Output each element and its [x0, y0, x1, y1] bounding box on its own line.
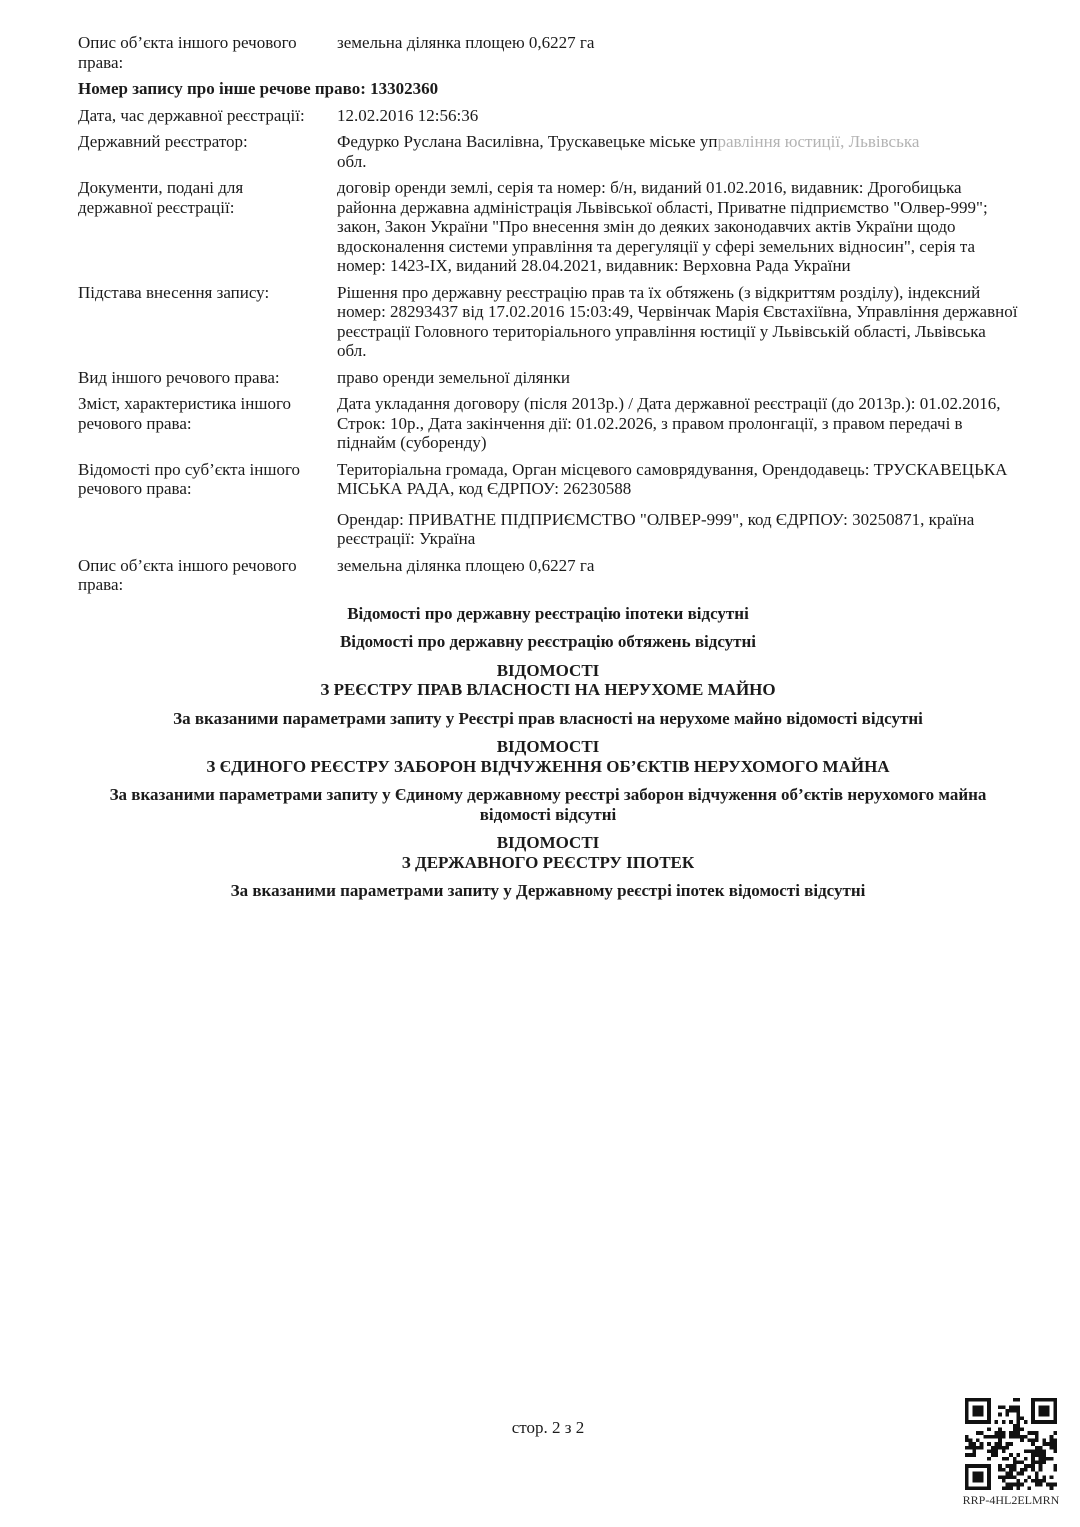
- field-label-description-2: [78, 556, 337, 595]
- section-header-line: ВІДОМОСТІ: [496, 737, 600, 756]
- section-header-line: ВІДОМОСТІ: [496, 833, 600, 852]
- registrar-text: Федурко Руслана Василівна, Трускавецьке міське уп: [337, 132, 718, 151]
- field-row-documents: [78, 178, 1018, 276]
- qr-label: RRP-4HL2ELMRN: [962, 1493, 1060, 1507]
- section-header-line: ВІДОМОСТІ: [496, 660, 600, 680]
- field-row-basis: [78, 283, 1018, 361]
- section-header-ownership-registry: [78, 661, 1018, 700]
- field-label-line: Документи, подані для: [78, 178, 244, 197]
- field-label-line: Опис об’єкта іншого речового: [78, 555, 297, 575]
- field-label-line: державної реєстрації:: [78, 197, 235, 217]
- prohibitions-registry-note: За вказаними параметрами запиту у Єдиному державному реєстрі заборон відчуження об’єктів нерухомого майна відомості відсутні: [109, 785, 987, 824]
- section-header-line: З ЄДИНОГО РЕЄСТРУ ЗАБОРОН ВІДЧУЖЕННЯ ОБ’ЄКТІВ НЕРУХОМОГО МАЙНА: [206, 756, 890, 776]
- field-value-registration-date: 12.02.2016 12:56:36: [337, 105, 479, 125]
- mortgage-absent-note: Відомості про державну реєстрацію іпотеки відсутні: [347, 603, 749, 623]
- document-content: [78, 33, 1018, 901]
- registrar-muted-text: равління юстиції, Львівська: [717, 132, 920, 151]
- encumbrance-absent-note: Відомості про державну реєстрацію обтяжень відсутні: [339, 632, 757, 651]
- registrar-text-tail: обл.: [337, 151, 367, 171]
- field-value-description: земельна ділянка площею 0,6227 га: [337, 33, 595, 52]
- subject-lessee-paragraph: Орендар: ПРИВАТНЕ ПІДПРИЄМСТВО "ОЛВЕР-999", код ЄДРПОУ: 30250871, країна реєстрації: Україна: [337, 509, 975, 548]
- field-label-registrar: Державний реєстратор:: [78, 132, 248, 151]
- section-header-line: З ДЕРЖАВНОГО РЕЄСТРУ ІПОТЕК: [401, 852, 695, 872]
- field-label-line: речового права:: [78, 479, 192, 498]
- mortgage-registry-note: За вказаними параметрами запиту у Державному реєстрі іпотек відомості відсутні: [230, 881, 866, 900]
- field-label-basis: Підстава внесення запису:: [78, 282, 270, 302]
- field-row-description: [78, 33, 1018, 72]
- field-label-line: речового права:: [78, 413, 192, 433]
- field-label-line: права:: [78, 575, 124, 594]
- field-label-documents: [78, 178, 337, 276]
- field-label-right-kind: Вид іншого речового права:: [78, 367, 280, 387]
- field-label-line: права:: [78, 52, 124, 72]
- section-header-mortgage-registry: [78, 833, 1018, 872]
- qr-block: [953, 1398, 1069, 1507]
- field-value-basis: Рішення про державну реєстрацію прав та їх обтяжень (з відкриттям розділу), індексний номер: 28293437 від 17.02.2016 15:03:49, Червінчак Марія Євстахіївна, Управління державної реєстрації Головного територіального управління юстиції у Львівській області, Львівська обл.: [337, 282, 1018, 360]
- field-row-registrar: [78, 132, 1018, 171]
- qr-code-icon: [965, 1398, 1057, 1490]
- field-value-right-kind: право оренди земельної ділянки: [337, 367, 570, 387]
- ownership-registry-note: За вказаними параметрами запиту у Реєстрі прав власності на нерухоме майно відомості відсутні: [173, 708, 923, 728]
- field-value-registrar: [337, 132, 1018, 171]
- field-label-registration-date: Дата, час державної реєстрації:: [78, 105, 305, 125]
- field-row-right-kind: [78, 368, 1018, 388]
- field-label-content: [78, 394, 337, 453]
- page-number: стор. 2 з 2: [511, 1418, 585, 1437]
- field-value-content: Дата укладання договору (після 2013р.) / Дата державної реєстрації (до 2013р.): 01.02.2016, Строк: 10р., Дата закінчення дії: 01.02.2026, з правом пролонгації, з правом передачі в піднайм (суборенду): [337, 394, 1001, 452]
- field-label-line: Відомості про суб’єкта іншого: [78, 459, 300, 479]
- field-row-subject: [78, 460, 1018, 549]
- field-value-documents: договір оренди землі, серія та номер: б/н, виданий 01.02.2016, видавник: Дрогобицька районна державна адміністрація Львівської області, Приватне підприємство "Олвер-999"; закон, Закон України "Про внесення змін до деяких законодавчих актів України щодо вдосконалення системи управління та дерегуляції у сфері земельних відносин", серія та номер: 1423-IX, виданий 28.04.2021, видавник: Верховна Рада України: [337, 178, 988, 275]
- field-value-subject: [337, 460, 1018, 549]
- field-label-description: [78, 33, 337, 72]
- field-row-content: [78, 394, 1018, 453]
- field-row-description-2: [78, 556, 1018, 595]
- record-number-heading: Номер запису про інше речове право: 13302360: [78, 79, 439, 98]
- subject-lessor-paragraph: Територіальна громада, Орган місцевого самоврядування, Орендодавець: ТРУСКАВЕЦЬКА МІСЬКА РАДА, код ЄДРПОУ: 26230588: [337, 459, 1008, 498]
- field-label-subject: [78, 460, 337, 549]
- field-value-description-2: земельна ділянка площею 0,6227 га: [337, 555, 595, 575]
- field-label-line: Зміст, характеристика іншого: [78, 394, 291, 413]
- section-header-line: З РЕЄСТРУ ПРАВ ВЛАСНОСТІ НА НЕРУХОМЕ МАЙНО: [320, 680, 776, 699]
- field-row-registration-date: [78, 106, 1018, 126]
- field-label-line: Опис об’єкта іншого речового: [78, 33, 297, 52]
- section-header-prohibitions-registry: [78, 737, 1018, 776]
